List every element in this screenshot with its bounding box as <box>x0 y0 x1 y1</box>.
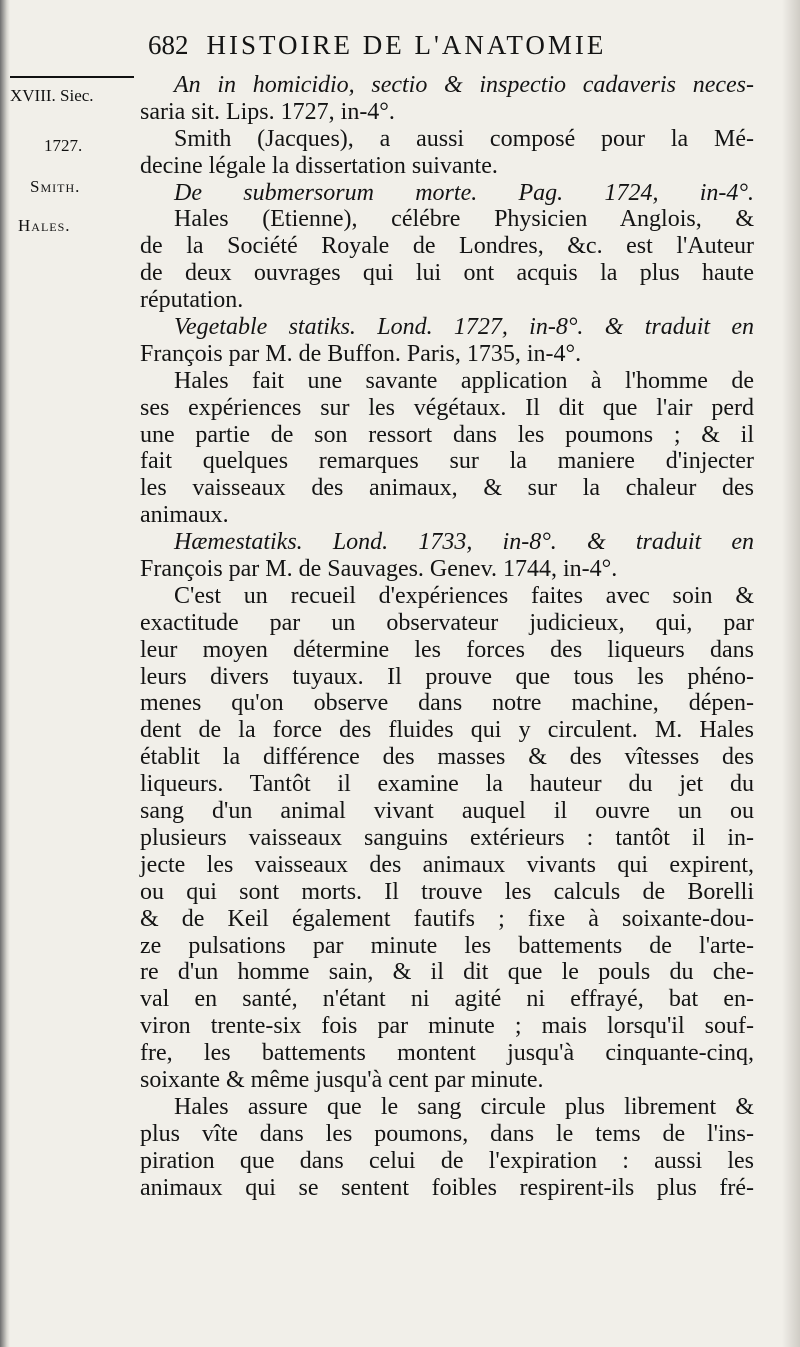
text-line: ze pulsations par minute les battements de l'arte- <box>140 932 754 959</box>
text-line: jecte les vaisseaux des animaux vivants qui expirent, <box>140 851 754 878</box>
text-line: François par M. de Sauvages. Genev. 1744, in-4°. <box>140 556 618 583</box>
page-binding-edge <box>0 0 10 1347</box>
text-line: Hales (Etienne), célébre Physicien Anglois, & <box>174 206 754 233</box>
text-line: val en santé, n'étant ni agité ni effrayé, bat en- <box>140 986 754 1013</box>
text-line: de la Société Royale de Londres, &c. est l'Auteur <box>140 233 754 260</box>
text-line: menes qu'on observe dans notre machine, dépen- <box>140 690 754 717</box>
text-line: Hales fait une savante application à l'homme de <box>174 367 754 394</box>
text-line: Vegetable statiks. Lond. 1727, in-8°. & traduit en <box>174 314 754 341</box>
text-line: fre, les battements montent jusqu'à cinquante-cinq, <box>140 1040 754 1067</box>
text-line: de deux ouvrages qui lui ont acquis la plus haute <box>140 260 754 287</box>
text-line: fait quelques remarques sur la maniere d'injecter <box>140 448 754 475</box>
text-line: Smith (Jacques), a aussi composé pour la Mé- <box>174 125 754 152</box>
text-line: établit la différence des masses & des vîtesses des <box>140 744 754 771</box>
text-line: ou qui sont morts. Il trouve les calculs de Borelli <box>140 878 754 905</box>
text-line: leur moyen détermine les forces des liqueurs dans <box>140 636 754 663</box>
text-line: An in homicidio, sectio & inspectio cadaveris neces- <box>174 72 754 98</box>
text-line: les vaisseaux des animaux, & sur la chaleur des <box>140 475 754 502</box>
page-number: 682 <box>148 30 189 60</box>
text-line: & de Keil également fautifs ; fixe à soixante-dou- <box>140 905 754 932</box>
text-line: une partie de son ressort dans les poumons ; & il <box>140 421 754 448</box>
text-line: saria sit. Lips. 1727, in-4°. <box>140 98 395 125</box>
text-line: dent de la force des fluides qui y circulent. M. Hales <box>140 717 754 744</box>
text-line: exactitude par un observateur judicieux, qui, par <box>140 609 754 636</box>
running-title: HISTOIRE DE L'ANATOMIE <box>206 30 607 60</box>
text-line: piration que dans celui de l'expiration : aussi les <box>140 1147 754 1174</box>
text-line: Hæmestatiks. Lond. 1733, in-8°. & traduit en <box>174 529 754 556</box>
text-line: De submersorum morte. Pag. 1724, in-4°. <box>174 179 754 206</box>
margin-note-century: XVIII. Siec. <box>10 86 94 105</box>
text-line: decine légale la dissertation suivante. <box>140 152 498 179</box>
text-line: C'est un recueil d'expériences faites avec soin & <box>174 582 754 609</box>
text-line: re d'un homme sain, & il dit que le pouls du che- <box>140 959 754 986</box>
running-header <box>148 30 708 61</box>
text-line: leurs divers tuyaux. Il prouve que tous les phéno- <box>140 663 754 690</box>
text-line: viron trente-six fois par minute ; mais lorsqu'il souf- <box>140 1013 754 1040</box>
margin-note-year: 1727. <box>44 136 83 155</box>
margin-note-smith: Smith. <box>30 177 81 196</box>
margin-note-hales: Hales. <box>18 216 71 235</box>
text-line: animaux qui se sentent foibles respirent-ils plus fré- <box>140 1174 754 1201</box>
text-line: liqueurs. Tantôt il examine la hauteur du jet du <box>140 771 754 798</box>
text-line: plusieurs vaisseaux sanguins extérieurs : tantôt il in- <box>140 824 754 851</box>
text-line: Hales assure que le sang circule plus librement & <box>174 1093 754 1120</box>
text-line: ses expériences sur les végétaux. Il dit que l'air perd <box>140 394 754 421</box>
text-line: réputation. <box>140 287 244 314</box>
text-line: sang d'un animal vivant auquel il ouvre un ou <box>140 798 754 825</box>
text-line: soixante & même jusqu'à cent par minute. <box>140 1066 544 1093</box>
text-line: François par M. de Buffon. Paris, 1735, in-4°. <box>140 340 582 367</box>
text-line: animaux. <box>140 502 229 529</box>
text-line: plus vîte dans les poumons, dans le tems de l'ins- <box>140 1120 754 1147</box>
page-outer-edge <box>782 0 800 1347</box>
margin-rule <box>10 76 134 78</box>
body-text <box>140 72 754 1201</box>
